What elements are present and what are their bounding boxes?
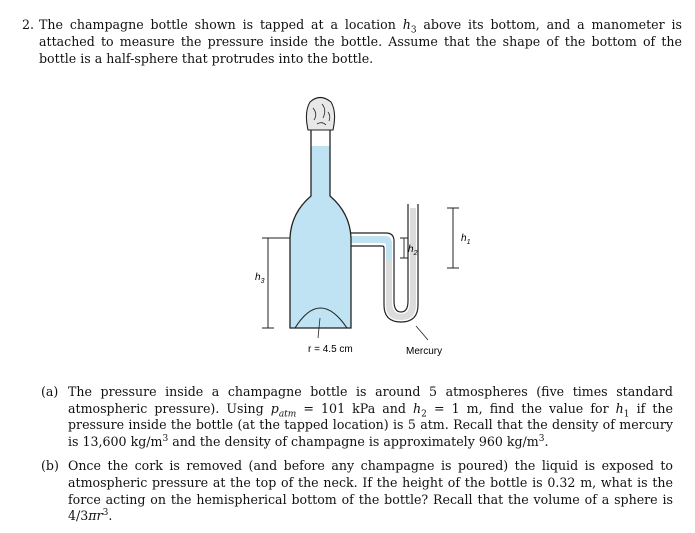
part-a-sup-1: 3 [162, 433, 169, 444]
tube-liquid [351, 236, 392, 260]
problem-number: 2. [22, 17, 35, 32]
part-b [41, 458, 673, 524]
intro-text-post: above its bottom, and a manometer is attached to measure the pressure inside the bottle. Assume that the shape of the bottom of the bottle is a half-sphere that protrudes into the bottle. [39, 17, 682, 66]
part-a-var-h2: h [413, 400, 422, 416]
part-b-label: (b) [41, 458, 59, 474]
part-a-text-2: = 101 kPa and [296, 400, 414, 416]
part-a-var-h1-sub: 1 [623, 409, 630, 420]
problem-intro-text [39, 16, 682, 67]
h3-dimension-line [262, 238, 290, 328]
part-a-sup-2: 3 [538, 433, 545, 444]
h1-label: $h_1$ [461, 233, 471, 246]
champagne-liquid [290, 146, 351, 328]
part-a-text-1: The pressure inside a champagne bottle is around 5 atmospheres (five times standard atmospheric pressure). Using [68, 384, 673, 416]
problem-parts [41, 384, 673, 533]
champagne-manometer-figure [200, 88, 500, 368]
intro-variable-h: h [402, 17, 411, 32]
mercury-label: Mercury [406, 346, 443, 357]
cork-icon [306, 98, 334, 131]
part-a-label: (a) [41, 384, 59, 399]
part-a-text-4: if the pressure inside the bottle (at the tapped location) is 5 atm. Recall that the density of mercury is 13,600 kg/m [68, 400, 673, 449]
tube-outline-lower [351, 246, 384, 258]
mercury-column [386, 208, 416, 320]
h2-label: $h_2$ [408, 244, 418, 257]
part-b-text-1: Once the cork is removed (and before any champagne is poured) the liquid is exposed to atmospheric pressure at the top of the neck. If the height of the bottle is 0.32 m, what is the force acting on the hemispherical bottom of the bottle? Recall that the volume of a sphere is 4/3 [68, 458, 673, 524]
part-a-text-6: . [544, 433, 549, 449]
radius-label: r = 4.5 cm [308, 344, 353, 355]
part-b-var-pi-r: πr [88, 508, 103, 524]
part-a-var-p: p [270, 400, 279, 416]
part-b-sup-1: 3 [102, 507, 109, 518]
mercury-leader [416, 326, 428, 340]
part-a-var-p-sub: atm [278, 409, 297, 420]
h3-label: $h_3$ [255, 272, 265, 285]
part-a-text-3: = 1 m, find the value for [426, 400, 616, 416]
h2-dimension-line [400, 238, 408, 258]
part-b-text-2: . [108, 508, 113, 524]
intro-text-pre: The champagne bottle shown is tapped at a location [39, 17, 403, 32]
problem-statement [22, 16, 682, 67]
part-a-var-h2-sub: 2 [421, 409, 427, 420]
part-a-var-h1: h [615, 400, 624, 416]
intro-variable-subscript: 3 [410, 25, 417, 36]
part-a-text-5: and the density of champagne is approximately 960 kg/m [168, 433, 539, 449]
part-a [41, 384, 673, 450]
h1-dimension-line [447, 208, 459, 268]
